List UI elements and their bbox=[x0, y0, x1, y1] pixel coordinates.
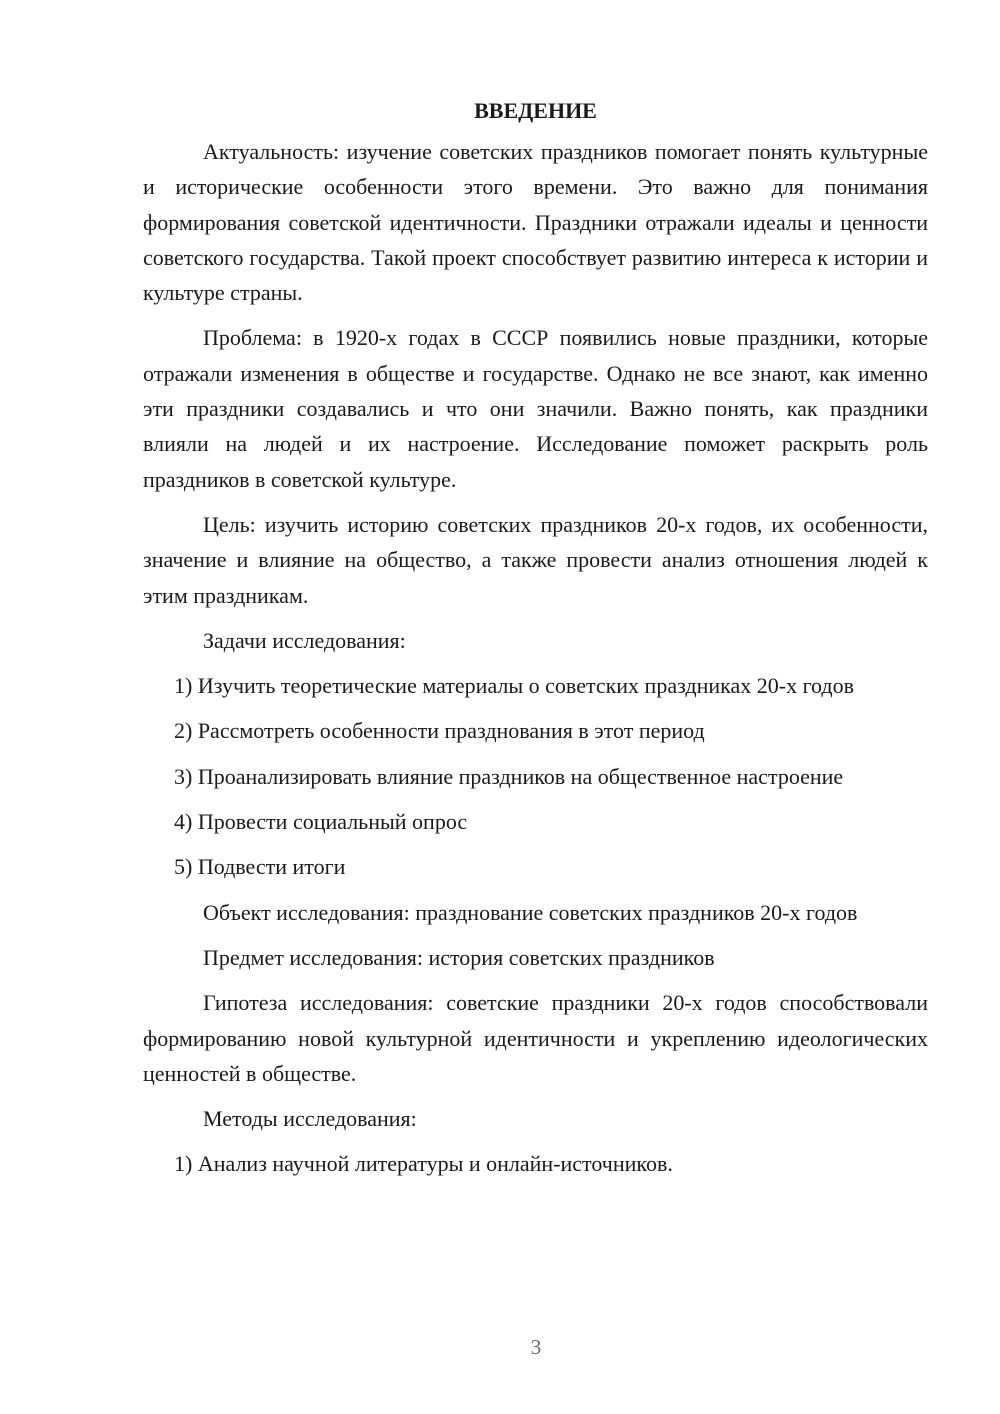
method-item-1: 1) Анализ научной литературы и онлайн-источников. bbox=[174, 1151, 673, 1177]
page-number: 3 bbox=[530, 1335, 542, 1359]
task-item-2: 2) Рассмотреть особенности празднования в этот период bbox=[174, 718, 705, 744]
paragraph-goal: Цель: изучить историю советских праздников 20-х годов, их особенности, значение и влияние на общество, а также провести анализ отношения людей к этим праздникам. bbox=[143, 511, 928, 608]
task-item-1: 1) Изучить теоретические материалы о советских праздниках 20-х годов bbox=[174, 673, 855, 699]
task-item-5: 5) Подвести итоги bbox=[174, 854, 346, 880]
task-item-4: 4) Провести социальный опрос bbox=[174, 809, 468, 835]
paragraph-hypothesis: Гипотеза исследования: советские праздники 20-х годов способствовали формированию новой культурной идентичности и укреплению идеологических ценностей в обществе. bbox=[143, 990, 928, 1086]
paragraph-tasks-heading: Задачи исследования: bbox=[203, 627, 406, 653]
section-title: ВВЕДЕНИЕ bbox=[474, 98, 597, 123]
task-item-3: 3) Проанализировать влияние праздников на общественное настроение bbox=[174, 763, 844, 789]
page-content bbox=[143, 93, 928, 1192]
paragraph-relevance: Актуальность: изучение советских праздников помогает понять культурные и исторические особенности этого времени. Это важно для понимания формирования советской идентичности. Праздники отражали идеалы и ценности советского государства. Такой проект способствует развитию интереса к истории и культуре страны. bbox=[143, 139, 928, 306]
paragraph-problem: Проблема: в 1920-х годах в СССР появились новые праздники, которые отражали изменения в обществе и государстве. Однако не все знают, как именно эти праздники создавались и что они значили. Важно понять, как праздники влияли на людей и их настроение. Исследование поможет раскрыть роль праздников в советской культуре. bbox=[143, 325, 928, 492]
paragraph-object: Объект исследования: празднование советских праздников 20-х годов bbox=[203, 899, 858, 925]
paragraph-methods-heading: Методы исследования: bbox=[203, 1106, 417, 1132]
paragraph-subject: Предмет исследования: история советских праздников bbox=[203, 944, 715, 970]
